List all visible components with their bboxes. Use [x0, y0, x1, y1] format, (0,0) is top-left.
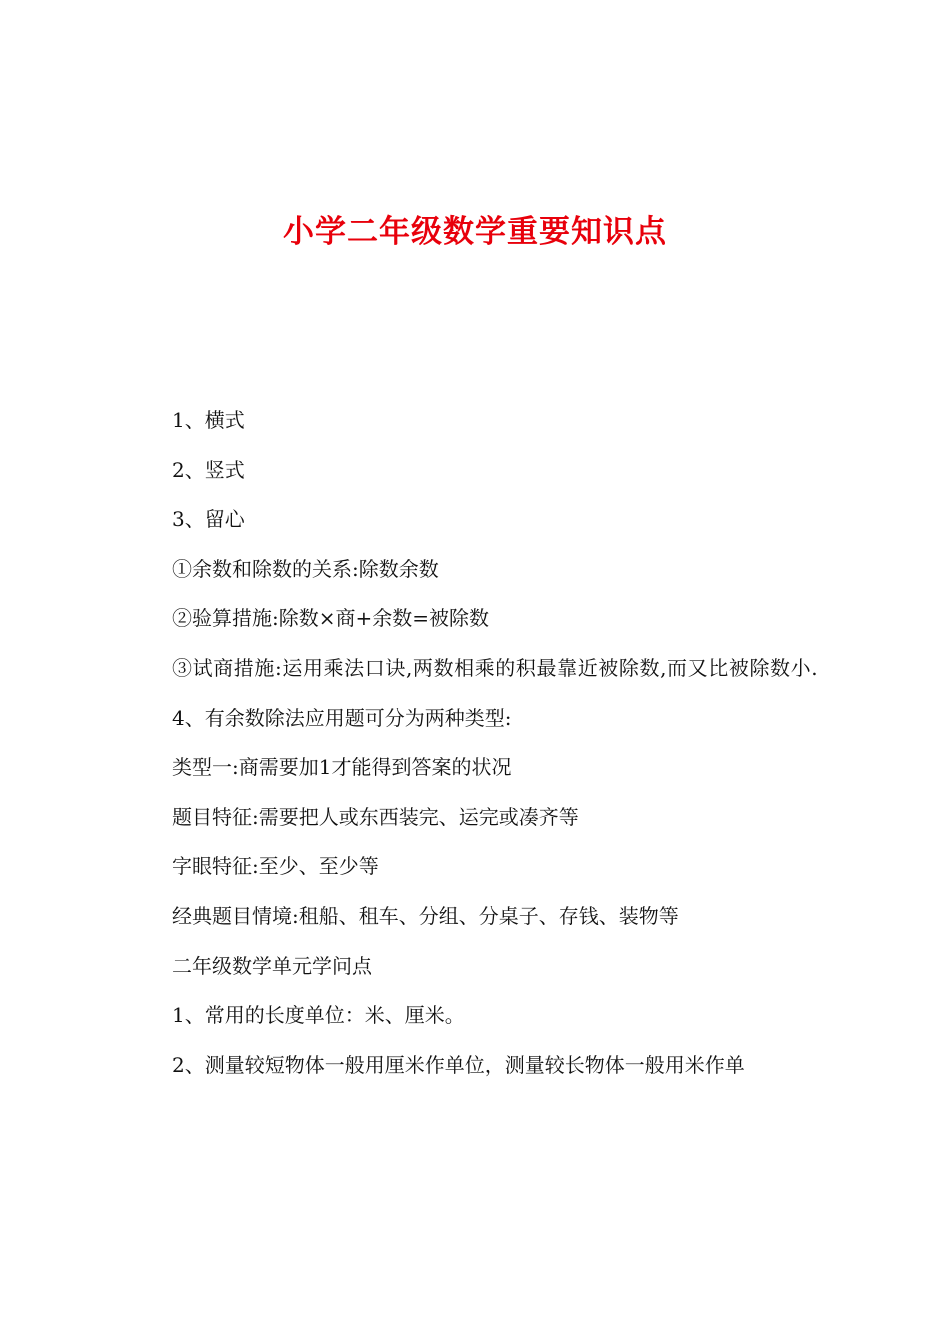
paragraph-line: ③试商措施:运用乘法口诀,两数相乘的积最靠近被除数,而又比被除数小. [172, 655, 819, 680]
paragraph-line: 1、横式 [172, 408, 245, 432]
paragraph-line: 经典题目情境:租船、租车、分组、分桌子、存钱、装物等 [172, 903, 679, 928]
document-body [126, 396, 836, 1090]
paragraph-line: 3、留心 [172, 507, 245, 532]
paragraph-line: 2、竖式 [172, 457, 245, 482]
paragraph-line: 类型一:商需要加1才能得到答案的状况 [172, 755, 512, 780]
paragraph-line: ①余数和除数的关系:除数余数 [172, 556, 439, 581]
paragraph-line: 4、有余数除法应用题可分为两种类型: [172, 705, 512, 730]
paragraph-line: 1、常用的长度单位：米、厘米。 [172, 1003, 465, 1028]
document-title: 小学二年级数学重要知识点 [283, 214, 667, 250]
paragraph-line: 二年级数学单元学问点 [172, 953, 372, 978]
paragraph-line: 2、测量较短物体一般用厘米作单位，测量较长物体一般用米作单 [172, 1052, 745, 1077]
paragraph-line: 字眼特征:至少、至少等 [172, 854, 379, 879]
paragraph-line: ②验算措施:除数×商+余数=被除数 [172, 606, 490, 631]
paragraph-line: 题目特征:需要把人或东西装完、运完或凑齐等 [172, 804, 579, 829]
